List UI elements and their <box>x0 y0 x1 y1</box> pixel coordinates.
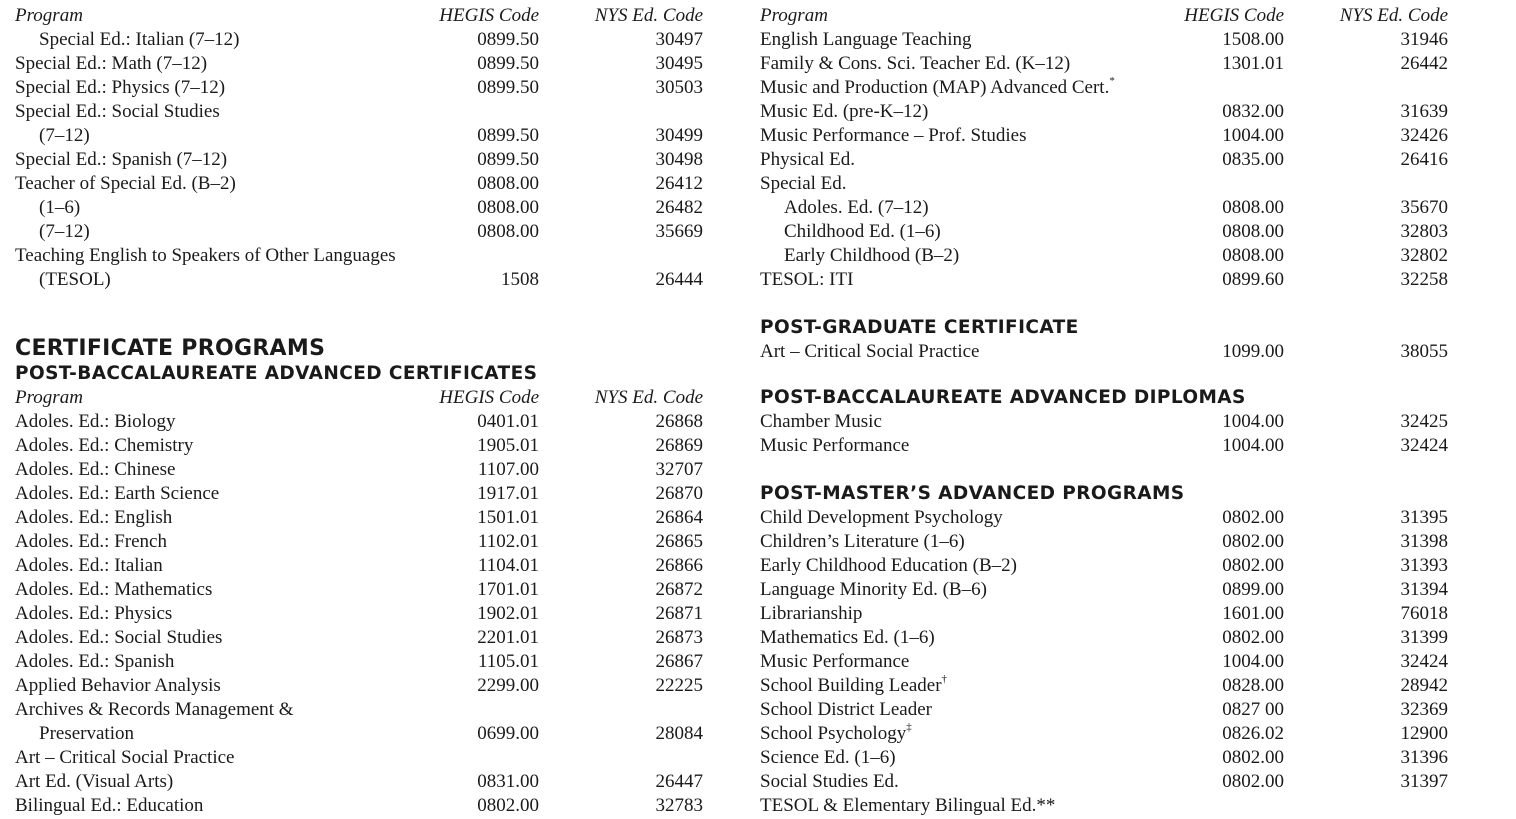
program-name-text: Adoles. Ed.: French <box>15 531 167 552</box>
nys-ed-code: 30503 <box>655 77 703 98</box>
table-row <box>15 410 705 434</box>
hegis-code: 0835.00 <box>1222 149 1284 170</box>
program-name <box>15 482 219 506</box>
table-row <box>15 172 705 196</box>
nys-ed-code: 26864 <box>655 507 703 528</box>
table-row <box>760 220 1450 244</box>
program-name <box>760 578 987 602</box>
program-name-text: Physical Ed. <box>760 149 855 170</box>
hegis-code: 1917.01 <box>477 483 539 504</box>
program-name <box>760 148 855 172</box>
nys-ed-code: 26412 <box>655 173 703 194</box>
program-name-text: English Language Teaching <box>760 29 972 50</box>
table-row <box>15 220 705 244</box>
nys-ed-code: 26482 <box>655 197 703 218</box>
spacer <box>15 292 705 316</box>
table-row <box>760 770 1450 794</box>
program-name-text: Childhood Ed. (1–6) <box>784 221 941 242</box>
program-name <box>760 410 882 434</box>
nys-ed-code: 12900 <box>1400 723 1448 744</box>
nys-ed-code: 30495 <box>655 53 703 74</box>
hegis-code: 0808.00 <box>477 197 539 218</box>
nys-ed-code: 26867 <box>655 651 703 672</box>
table-row <box>15 530 705 554</box>
program-name <box>784 244 959 268</box>
program-name-text: Librarianship <box>760 603 863 624</box>
program-name-text: Chamber Music <box>760 411 882 432</box>
hegis-code: 0899.50 <box>477 149 539 170</box>
table-row <box>15 196 705 220</box>
nys-ed-code: 26442 <box>1400 53 1448 74</box>
program-name <box>760 650 909 674</box>
program-name <box>760 602 862 626</box>
table-row <box>15 674 705 698</box>
post-masters-title: POST-MASTER’S ADVANCED PROGRAMS <box>760 483 1185 504</box>
program-name-text: Bilingual Ed.: Education <box>15 795 204 816</box>
subsection-title: POST-BACCALAUREATE ADVANCED CERTIFICATES <box>15 363 538 384</box>
nys-ed-code: 32425 <box>1400 411 1448 432</box>
program-name <box>15 76 225 100</box>
program-name <box>15 650 174 674</box>
hegis-code: 0802.00 <box>1222 771 1284 792</box>
table-row <box>15 794 705 818</box>
nys-ed-code: 31946 <box>1400 29 1448 50</box>
advanced-diplomas-title: POST-BACCALAUREATE ADVANCED DIPLOMAS <box>760 387 1246 408</box>
hegis-code: 1099.00 <box>1222 341 1284 362</box>
nys-ed-code: 32803 <box>1400 221 1448 242</box>
program-name-text: Music Performance <box>760 651 910 672</box>
program-name <box>760 698 932 722</box>
hegis-code: 1905.01 <box>477 435 539 456</box>
program-name-text: Adoles. Ed.: Spanish <box>15 651 175 672</box>
table-row <box>760 268 1450 292</box>
program-name-text: Adoles. Ed.: Italian <box>15 555 163 576</box>
nys-ed-code: 35669 <box>655 221 703 242</box>
hegis-code: 0899.00 <box>1222 579 1284 600</box>
program-name-text: Special Ed.: Italian (7–12) <box>39 29 240 50</box>
nys-ed-code: 26870 <box>655 483 703 504</box>
program-name <box>784 196 929 220</box>
table-row <box>15 626 705 650</box>
program-list <box>760 28 1450 292</box>
table-row <box>760 100 1450 124</box>
program-name-text: Music Ed. (pre-K–12) <box>760 101 929 122</box>
table-header <box>15 4 705 28</box>
nys-ed-code: 26868 <box>655 411 703 432</box>
table-row <box>15 554 705 578</box>
program-name-text: Child Development Psychology <box>760 507 1003 528</box>
table-row <box>15 76 705 100</box>
nys-ed-code: 31396 <box>1400 747 1448 768</box>
nys-ed-code: 31393 <box>1400 555 1448 576</box>
program-name <box>760 340 979 364</box>
program-name <box>15 434 193 458</box>
program-name <box>784 220 941 244</box>
hegis-code: 0802.00 <box>1222 531 1284 552</box>
table-row <box>760 196 1450 220</box>
nys-ed-code: 32707 <box>655 459 703 480</box>
hegis-code: 0699.00 <box>477 723 539 744</box>
program-name-text: Adoles. Ed.: English <box>15 507 173 528</box>
hegis-code: 0899.50 <box>477 53 539 74</box>
program-name <box>760 674 947 698</box>
program-name-text: Teacher of Special Ed. (B–2) <box>15 173 236 194</box>
program-name <box>760 172 847 196</box>
table-row <box>15 434 705 458</box>
program-name <box>39 268 111 292</box>
nys-ed-code: 32426 <box>1400 125 1448 146</box>
program-name <box>15 244 396 268</box>
table-row <box>15 244 705 268</box>
nys-ed-code: 32783 <box>655 795 703 816</box>
hegis-code: 0899.50 <box>477 125 539 146</box>
program-name <box>15 746 234 770</box>
program-name-text: Preservation <box>39 723 134 744</box>
nys-ed-code: 26872 <box>655 579 703 600</box>
nys-ed-code: 31639 <box>1400 101 1448 122</box>
program-name-text: Special Ed. <box>760 173 847 194</box>
program-list <box>15 28 705 292</box>
right-column <box>760 4 1450 818</box>
program-name-text: Science Ed. (1–6) <box>760 747 896 768</box>
hegis-code: 1508.00 <box>1222 29 1284 50</box>
hegis-code: 1004.00 <box>1222 651 1284 672</box>
header-hegis-code: HEGIS Code <box>439 387 539 408</box>
program-name-text: Teaching English to Speakers of Other Languages <box>15 245 396 266</box>
nys-ed-code: 30499 <box>655 125 703 146</box>
hegis-code: 0808.00 <box>1222 245 1284 266</box>
table-row <box>760 650 1450 674</box>
table-row <box>760 554 1450 578</box>
table-row <box>760 530 1450 554</box>
hegis-code: 1004.00 <box>1222 125 1284 146</box>
table-row <box>760 28 1450 52</box>
postgrad-certificate-title: POST-GRADUATE CERTIFICATE <box>760 317 1079 338</box>
nys-ed-code: 26865 <box>655 531 703 552</box>
program-name <box>15 578 212 602</box>
program-name-text: Art – Critical Social Practice <box>15 747 235 768</box>
hegis-code: 0831.00 <box>477 771 539 792</box>
program-name <box>15 506 172 530</box>
nys-ed-code: 32424 <box>1400 435 1448 456</box>
program-name-text: TESOL & Elementary Bilingual Ed.** <box>760 795 1056 816</box>
table-row <box>15 148 705 172</box>
table-row <box>15 698 705 722</box>
nys-ed-code: 31394 <box>1400 579 1448 600</box>
header-nys-ed-code: NYS Ed. Code <box>1339 5 1448 26</box>
nys-ed-code: 26416 <box>1400 149 1448 170</box>
hegis-code: 1004.00 <box>1222 411 1284 432</box>
hegis-code: 1104.01 <box>477 555 539 576</box>
table-row <box>760 434 1450 458</box>
table-row <box>760 794 1450 818</box>
program-name-text: Adoles. Ed. (7–12) <box>784 197 929 218</box>
nys-ed-code: 31399 <box>1400 627 1448 648</box>
table-row <box>760 244 1450 268</box>
program-name <box>15 674 221 698</box>
program-name <box>760 76 1115 100</box>
program-name <box>760 626 935 650</box>
program-name-text: Adoles. Ed.: Chinese <box>15 459 176 480</box>
program-name-text: Social Studies Ed. <box>760 771 899 792</box>
program-name-text: School Psychology <box>760 723 907 744</box>
table-row <box>15 650 705 674</box>
program-name <box>39 28 240 52</box>
nys-ed-code: 38055 <box>1400 341 1448 362</box>
table-row <box>760 506 1450 530</box>
program-name-text: Special Ed.: Spanish (7–12) <box>15 149 228 170</box>
header-program: Program <box>15 5 83 26</box>
hegis-code: 0899.60 <box>1222 269 1284 290</box>
program-name <box>15 458 175 482</box>
hegis-code: 0802.00 <box>1222 627 1284 648</box>
table-row <box>15 506 705 530</box>
table-row <box>15 602 705 626</box>
hegis-code: 0832.00 <box>1222 101 1284 122</box>
program-name <box>760 554 1017 578</box>
table-row <box>760 124 1450 148</box>
program-name-text: Adoles. Ed.: Social Studies <box>15 627 223 648</box>
hegis-code: 0899.50 <box>477 77 539 98</box>
program-name-text: Art Ed. (Visual Arts) <box>15 771 174 792</box>
program-name-text: Music Performance – Prof. Studies <box>760 125 1027 146</box>
table-row <box>15 722 705 746</box>
hegis-code: 0899.50 <box>477 29 539 50</box>
left-column <box>15 4 705 818</box>
header-hegis-code: HEGIS Code <box>439 5 539 26</box>
program-name <box>760 530 965 554</box>
table-row <box>15 52 705 76</box>
hegis-code: 1701.01 <box>477 579 539 600</box>
header-program: Program <box>760 5 828 26</box>
program-name <box>760 746 896 770</box>
program-name <box>39 722 134 746</box>
header-nys-ed-code: NYS Ed. Code <box>594 5 703 26</box>
nys-ed-code: 31395 <box>1400 507 1448 528</box>
program-list <box>15 410 705 818</box>
program-name-text: Early Childhood Education (B–2) <box>760 555 1017 576</box>
footnote-marker: * <box>1109 74 1115 87</box>
program-name <box>15 698 294 722</box>
hegis-code: 1501.01 <box>477 507 539 528</box>
table-row <box>760 698 1450 722</box>
program-name-text: Adoles. Ed.: Chemistry <box>15 435 194 456</box>
hegis-code: 1301.01 <box>1222 53 1284 74</box>
program-name-text: Adoles. Ed.: Mathematics <box>15 579 213 600</box>
table-row <box>760 626 1450 650</box>
program-name-text: Music and Production (MAP) Advanced Cert. <box>760 77 1110 98</box>
table-header <box>760 4 1450 28</box>
nys-ed-code: 31398 <box>1400 531 1448 552</box>
table-row <box>760 674 1450 698</box>
program-name <box>15 530 167 554</box>
section-title: CERTIFICATE PROGRAMS <box>15 336 326 361</box>
program-name <box>760 268 853 292</box>
program-name-text: Special Ed.: Social Studies <box>15 101 220 122</box>
hegis-code: 0808.00 <box>477 173 539 194</box>
table-row <box>15 124 705 148</box>
table-row <box>760 722 1450 746</box>
table-row <box>760 746 1450 770</box>
hegis-code: 1902.01 <box>477 603 539 624</box>
table-row <box>15 746 705 770</box>
program-list <box>760 506 1450 818</box>
nys-ed-code: 32802 <box>1400 245 1448 266</box>
table-row <box>760 76 1450 100</box>
hegis-code: 0802.00 <box>477 795 539 816</box>
nys-ed-code: 32424 <box>1400 651 1448 672</box>
table-row <box>15 482 705 506</box>
hegis-code: 0808.00 <box>477 221 539 242</box>
program-name <box>15 602 172 626</box>
table-row <box>15 100 705 124</box>
hegis-code: 0401.01 <box>477 411 539 432</box>
nys-ed-code: 32369 <box>1400 699 1448 720</box>
program-name <box>760 28 971 52</box>
nys-ed-code: 31397 <box>1400 771 1448 792</box>
nys-ed-code: 28942 <box>1400 675 1448 696</box>
program-name-text: School District Leader <box>760 699 933 720</box>
table-row <box>760 410 1450 434</box>
program-name <box>39 196 80 220</box>
program-name-text: Adoles. Ed.: Biology <box>15 411 176 432</box>
hegis-code: 0828.00 <box>1222 675 1284 696</box>
header-nys-ed-code: NYS Ed. Code <box>594 387 703 408</box>
program-name <box>760 506 1003 530</box>
program-name-text: Music Performance <box>760 435 910 456</box>
hegis-code: 0802.00 <box>1222 555 1284 576</box>
table-row <box>15 578 705 602</box>
nys-ed-code: 35670 <box>1400 197 1448 218</box>
program-name <box>39 124 90 148</box>
footnote-marker: † <box>941 672 948 685</box>
table-row <box>760 602 1450 626</box>
hegis-code: 0802.00 <box>1222 507 1284 528</box>
table-row <box>15 28 705 52</box>
program-name <box>760 722 912 746</box>
program-name <box>760 434 909 458</box>
program-name <box>15 172 236 196</box>
program-name <box>15 554 163 578</box>
hegis-code: 2201.01 <box>477 627 539 648</box>
hegis-code: 0808.00 <box>1222 221 1284 242</box>
program-name-text: (7–12) <box>39 221 90 242</box>
nys-ed-code: 30497 <box>655 29 703 50</box>
nys-ed-code: 26873 <box>655 627 703 648</box>
nys-ed-code: 22225 <box>655 675 703 696</box>
hegis-code: 2299.00 <box>477 675 539 696</box>
program-name-text: Adoles. Ed.: Earth Science <box>15 483 220 504</box>
table-row <box>760 52 1450 76</box>
hegis-code: 0827 00 <box>1222 699 1284 720</box>
table-row <box>760 172 1450 196</box>
nys-ed-code: 26444 <box>655 269 703 290</box>
hegis-code: 0802.00 <box>1222 747 1284 768</box>
program-name <box>15 794 203 818</box>
program-name <box>15 626 222 650</box>
program-name-text: Children’s Literature (1–6) <box>760 531 965 552</box>
nys-ed-code: 26871 <box>655 603 703 624</box>
table-row <box>15 770 705 794</box>
hegis-code: 1601.00 <box>1222 603 1284 624</box>
nys-ed-code: 76018 <box>1400 603 1448 624</box>
hegis-code: 1102.01 <box>477 531 539 552</box>
program-name-text: Archives & Records Management & <box>15 699 294 720</box>
header-program: Program <box>15 387 83 408</box>
program-name <box>15 770 173 794</box>
hegis-code: 1004.00 <box>1222 435 1284 456</box>
program-name-text: School Building Leader <box>760 675 942 696</box>
table-row <box>15 458 705 482</box>
hegis-code: 1105.01 <box>477 651 539 672</box>
program-name-text: Art – Critical Social Practice <box>760 341 980 362</box>
hegis-code: 1508 <box>501 269 539 290</box>
program-name-text: Early Childhood (B–2) <box>784 245 960 266</box>
footnote-marker: ‡ <box>906 720 912 733</box>
hegis-code: 0808.00 <box>1222 197 1284 218</box>
table-row <box>760 578 1450 602</box>
program-name <box>15 410 175 434</box>
program-name-text: (1–6) <box>39 197 81 218</box>
program-name-text: Adoles. Ed.: Physics <box>15 603 173 624</box>
program-name-text: (TESOL) <box>39 269 111 290</box>
table-row <box>760 148 1450 172</box>
program-name-text: Applied Behavior Analysis <box>15 675 221 696</box>
nys-ed-code: 32258 <box>1400 269 1448 290</box>
nys-ed-code: 26447 <box>655 771 703 792</box>
program-name <box>15 100 220 124</box>
program-list <box>760 410 1450 458</box>
program-name <box>760 770 899 794</box>
program-name <box>15 148 227 172</box>
header-hegis-code: HEGIS Code <box>1184 5 1284 26</box>
program-name <box>760 124 1026 148</box>
program-name-text: Mathematics Ed. (1–6) <box>760 627 935 648</box>
table-row <box>15 268 705 292</box>
program-list <box>760 340 1450 364</box>
program-name-text: Special Ed.: Math (7–12) <box>15 53 208 74</box>
nys-ed-code: 26869 <box>655 435 703 456</box>
program-name-text: (7–12) <box>39 125 90 146</box>
table-header <box>15 386 705 410</box>
program-name <box>760 100 928 124</box>
program-name <box>39 220 90 244</box>
nys-ed-code: 26866 <box>655 555 703 576</box>
program-name <box>15 52 207 76</box>
program-name <box>760 794 1055 818</box>
hegis-code: 1107.00 <box>477 459 539 480</box>
nys-ed-code: 28084 <box>655 723 703 744</box>
program-name-text: Special Ed.: Physics (7–12) <box>15 77 226 98</box>
program-name-text: Language Minority Ed. (B–6) <box>760 579 987 600</box>
hegis-code: 0826.02 <box>1222 723 1284 744</box>
program-name-text: TESOL: ITI <box>760 269 854 290</box>
table-row <box>760 340 1450 364</box>
program-name-text: Family & Cons. Sci. Teacher Ed. (K–12) <box>760 53 1071 74</box>
nys-ed-code: 30498 <box>655 149 703 170</box>
program-name <box>760 52 1070 76</box>
